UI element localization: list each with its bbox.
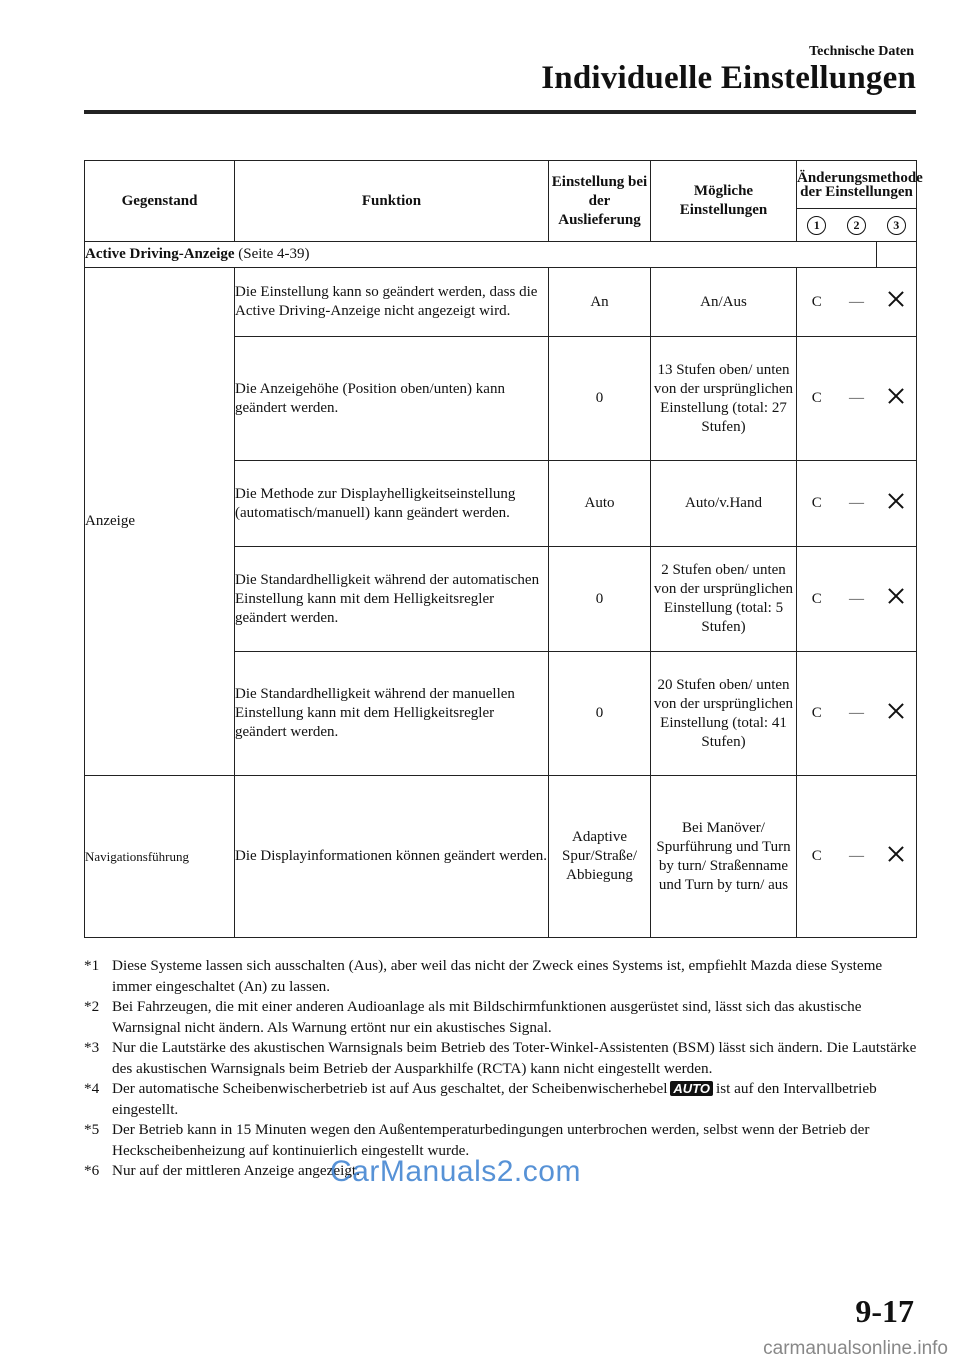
row-options: 2 Stufen oben/ unten von der ursprünglichen Einstellung (total: 5 Stufen): [651, 547, 797, 652]
col-funktion: Funktion: [235, 161, 549, 242]
row-method-2: —: [837, 337, 877, 461]
page-title: Individuelle Einstellungen: [541, 60, 916, 96]
row-default: 0: [549, 547, 651, 652]
group-navigation: Navigationsführung: [85, 776, 235, 938]
cross-icon: [888, 588, 904, 604]
section-row: [85, 242, 917, 268]
table-row: [85, 776, 917, 938]
row-method-2: —: [837, 461, 877, 547]
footnote-text: [112, 1079, 924, 1120]
row-default: 0: [549, 337, 651, 461]
footnote-text: Diese Systeme lassen sich ausschalten (Aus), aber weil das nicht der Zweck eines Systems ist, empfiehlt Mazda diese Systeme immer eingeschaltet (An) zu lassen.: [112, 957, 883, 995]
row-funktion: Die Standardhelligkeit während der manuellen Einstellung kann mit dem Helligkeitsregler geändert werden.: [235, 652, 549, 776]
row-options: 20 Stufen oben/ unten von der ursprünglichen Einstellung (total: 41 Stufen): [651, 652, 797, 776]
page-number: 9-17: [855, 1293, 914, 1329]
circled-number-2-icon: 2: [847, 216, 866, 235]
footnote-number: *1: [84, 957, 100, 974]
row-method-2: —: [837, 776, 877, 938]
col-einstellung: Einstellung bei der Auslieferung: [549, 161, 651, 242]
footnote-text-part: ist auf den Intervallbetrieb eingestellt.: [112, 1080, 877, 1118]
footnote-text-part: Der automatische Scheibenwischerbetrieb ist auf Aus geschaltet, der Scheibenwischerhebel: [112, 1080, 668, 1097]
method-3-header: [877, 209, 917, 242]
footnote: [84, 997, 924, 1038]
header-row: [85, 161, 917, 209]
row-method-3: [877, 337, 917, 461]
row-method-2: —: [837, 547, 877, 652]
row-method-3: [877, 268, 917, 337]
row-method-1: C: [797, 268, 837, 337]
row-method-3: [877, 652, 917, 776]
row-funktion: Die Einstellung kann so geändert werden, dass die Active Driving-Anzeige nicht angezeigt wird.: [235, 268, 549, 337]
row-method-1: C: [797, 337, 837, 461]
group-anzeige: Anzeige: [85, 268, 235, 776]
footnote-text: Der Betrieb kann in 15 Minuten wegen den Außentemperaturbedingungen unterbrochen werden, selbst wenn der Betrieb der Heckscheibenheizung auf kontinuierlich eingestellt wurde.: [112, 1121, 870, 1159]
footnote-number: *3: [84, 1039, 100, 1056]
col-moegliche: Mögliche Einstellungen: [651, 161, 797, 242]
method-2-header: [837, 209, 877, 242]
footnotes: [84, 956, 924, 1182]
row-options: Bei Manöver/ Spurführung und Turn by turn/ Straßenname und Turn by turn/ aus: [651, 776, 797, 938]
footnote-number: *4: [84, 1080, 100, 1097]
row-options: Auto/v.Hand: [651, 461, 797, 547]
row-method-1: C: [797, 652, 837, 776]
cross-icon: [888, 493, 904, 509]
footnote-text: Nur die Lautstärke des akustischen Warnsignals beim Betrieb des Toter-Winkel-Assistenten (BSM) lässt sich ändern. Die Lautstärke des akustischen Warnsignals beim Betrieb der Ausparkhilfe (RCTA) kann nicht eingestellt werden.: [112, 1039, 917, 1077]
cross-icon: [888, 388, 904, 404]
row-funktion: Die Displayinformationen können geändert werden.: [235, 776, 549, 938]
section-title: Active Driving-Anzeige: [85, 246, 235, 262]
section-title-cell: [85, 242, 877, 268]
footnote: [84, 1079, 924, 1120]
cross-icon: [888, 703, 904, 719]
row-funktion: Die Standardhelligkeit während der automatischen Einstellung kann mit dem Helligkeitsregler geändert werden.: [235, 547, 549, 652]
row-method-3: [877, 547, 917, 652]
footer-site: carmanualsonline.info: [763, 1338, 948, 1359]
row-method-3: [877, 461, 917, 547]
cross-icon: [888, 846, 904, 862]
watermark: CarManuals2.com: [330, 1155, 581, 1188]
row-method-1: C: [797, 547, 837, 652]
section-empty-cell: [877, 242, 917, 268]
row-method-2: —: [837, 268, 877, 337]
method-1-header: [797, 209, 837, 242]
footnote-number: *5: [84, 1121, 100, 1138]
row-funktion: Die Methode zur Displayhelligkeitseinstellung (automatisch/manuell) kann geändert werden.: [235, 461, 549, 547]
footnote: [84, 956, 924, 997]
row-default: Adaptive Spur/Straße/ Abbiegung: [549, 776, 651, 938]
row-default: Auto: [549, 461, 651, 547]
row-method-2: —: [837, 652, 877, 776]
circled-number-1-icon: 1: [807, 216, 826, 235]
auto-badge-icon: AUTO: [670, 1081, 713, 1096]
footnote-text: Nur auf der mittleren Anzeige angezeigt.: [112, 1162, 360, 1179]
header-rule: [84, 110, 916, 114]
row-default: An: [549, 268, 651, 337]
col-gegenstand: Gegenstand: [85, 161, 235, 242]
footnote-number: *2: [84, 998, 100, 1015]
section-page-ref: (Seite 4-39): [234, 246, 310, 262]
footnote-number: *6: [84, 1162, 100, 1179]
row-default: 0: [549, 652, 651, 776]
row-options: An/Aus: [651, 268, 797, 337]
col-methode: Änderungsmethode der Einstellungen: [797, 161, 917, 209]
row-funktion: Die Anzeigehöhe (Position oben/unten) kann geändert werden.: [235, 337, 549, 461]
section-label: Technische Daten: [809, 44, 914, 59]
row-method-3: [877, 776, 917, 938]
footnote-text: Bei Fahrzeugen, die mit einer anderen Audioanlage als mit Bildschirmfunktionen ausgerüstet sind, lässt sich das akustische Warnsignal nicht ändern. Als Warnung ertönt nur ein akustisches Signal.: [112, 998, 862, 1036]
table-row: [85, 268, 917, 337]
row-options: 13 Stufen oben/ unten von der ursprünglichen Einstellung (total: 27 Stufen): [651, 337, 797, 461]
footnote: [84, 1038, 924, 1079]
circled-number-3-icon: 3: [887, 216, 906, 235]
settings-table: [84, 160, 923, 938]
cross-icon: [888, 291, 904, 307]
row-method-1: C: [797, 776, 837, 938]
row-method-1: C: [797, 461, 837, 547]
